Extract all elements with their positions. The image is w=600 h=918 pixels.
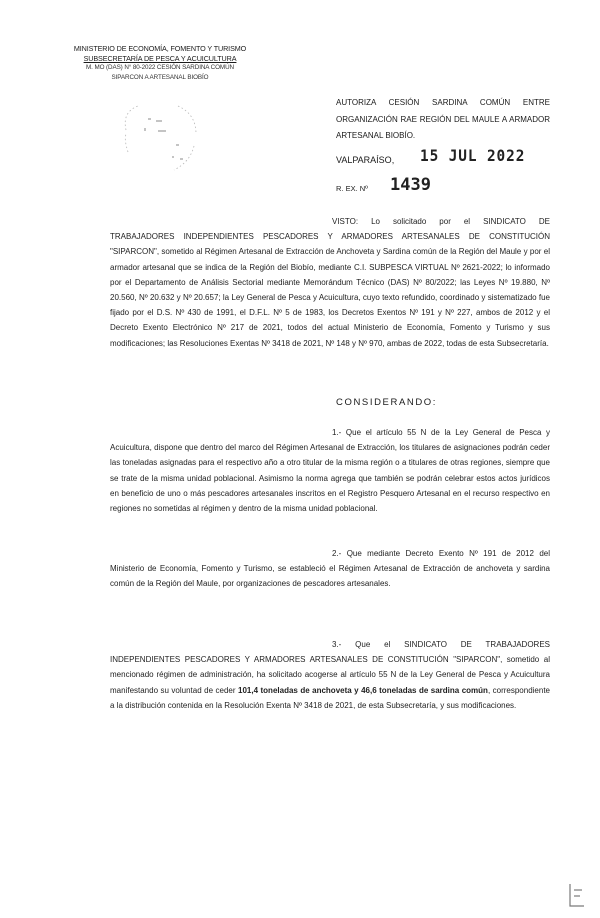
- resolution-number: 1439: [390, 175, 431, 195]
- c3-quantities: 101,4 toneladas de anchoveta y 46,6 toneladas de sardina común: [238, 685, 488, 695]
- visto-lead: VISTO: Lo solicitado por el SINDICATO DE: [332, 217, 550, 226]
- considerando-3: [110, 637, 550, 713]
- c1-lead: 1.- Que el artículo 55 N de la Ley General de: [332, 428, 515, 437]
- visto-body: TRABAJADORES INDEPENDIENTES PESCADORES Y ARMADORES ARTESANALES DE CONSTITUCIÓN "SIPARCON", sometido al Régimen Artesanal de Extracción de Anchoveta y Sardina común de la Región del Maule y por el armador artesanal que se indica de la Región del Biobío, mediante C.I. SUBPESCA VIRTUAL Nº 2621-2022; lo informado por el Departamento de Análisis Sectorial mediante Memorándum Técnico (DAS) Nº 80/2022; las Leyes Nº 19.880, Nº 20.560, Nº 20.632 y Nº 20.657; la Ley General de Pesca y Acuicultura, cuyo texto refundido, coordinado y sistematizado fue fijado por el D.S. Nº 430 de 1991, el D.F.L. Nº 5 de 1983, los Decretos Exentos Nº 191 y Nº 227, ambos de 2012 y el Decreto Exento Electrónico Nº 217 de 2021, todos del actual Ministerio de Economía, Fomento y Turismo y sus modificaciones; las Resoluciones Exentas Nº 3418 de 2021, Nº 148 y Nº 970, ambas de 2022, todas de esta Subsecretaría.: [110, 232, 550, 348]
- letterhead: [60, 44, 260, 82]
- subsecretary-name: SUBSECRETARÍA DE PESCA Y ACUICULTURA: [83, 53, 237, 63]
- considerando-1: [110, 425, 550, 516]
- considerando-2: [110, 546, 550, 592]
- reference-line: M. MO (DAS) N° 80-2022 CESIÓN SARDINA COMÚN: [86, 64, 234, 72]
- visto-paragraph: [110, 214, 550, 351]
- official-seal-icon: [118, 100, 204, 174]
- c3-lead: 3.- Que el SINDICATO DE TRABAJADORES: [332, 640, 550, 649]
- ministry-name: MINISTERIO DE ECONOMÍA, FOMENTO Y TURISMO: [73, 44, 247, 53]
- resolution-number-label: R. EX. Nº: [336, 184, 368, 193]
- c3-body-b: , correspondiente a la distribución contenida en la Resolución Exenta Nº 3418 de 2021, de esta Subsecretaría, y sus modificaciones.: [110, 685, 551, 710]
- place-label: VALPARAÍSO,: [336, 155, 395, 165]
- resolution-subject: AUTORIZA CESIÓN SARDINA COMÚN ENTRE ORGANIZACIÓN RAE REGIÓN DEL MAULE A ARMADOR ARTESANAL BIOBÍO.: [336, 98, 550, 140]
- considerando-heading: CONSIDERANDO:: [336, 397, 438, 408]
- c3-body-a: INDEPENDIENTES PESCADORES Y ARMADORES ARTESANALES DE CONSTITUCIÓN "SIPARCON", sometido al mencionado régimen de administración, ha solicitado acogerse al artículo 55 N de la Ley General de Pesca y Acuicultura manifestando su voluntad de ceder: [110, 655, 550, 695]
- c2-lead: 2.- Que mediante Decreto Exento Nº 191 de: [332, 549, 511, 558]
- page-corner-mark-icon: [566, 880, 588, 910]
- date-stamp: 15 JUL 2022: [420, 146, 526, 165]
- c2-body: 2012 del Ministerio de Economía, Fomento y Turismo, se estableció el Régimen Artesanal de Extracción de anchoveta y sardina común de la Región del Maule, por organizaciones de pescadores artesanales.: [110, 549, 550, 589]
- reference-line-2: SIPARCON A ARTESANAL BIOBÍO: [111, 73, 209, 81]
- c1-body: Pesca y Acuicultura, dispone que dentro del marco del Régimen Artesanal de Extracción, los titulares de asignaciones podrán ceder las toneladas asignadas para el respectivo año a otro titular de la misma región o a titulares de otras regiones, siempre que se trate de la misma unidad poblacional. Asimismo la norma agrega que también se podrán celebrar estos actos jurídicos en beneficio de uno o más pescadores artesanales inscritos en el Registro Pesquero Artesanal en el recurso respectivo en regiones no sometidas al régimen y dentro de la misma unidad poblacional.: [110, 428, 551, 514]
